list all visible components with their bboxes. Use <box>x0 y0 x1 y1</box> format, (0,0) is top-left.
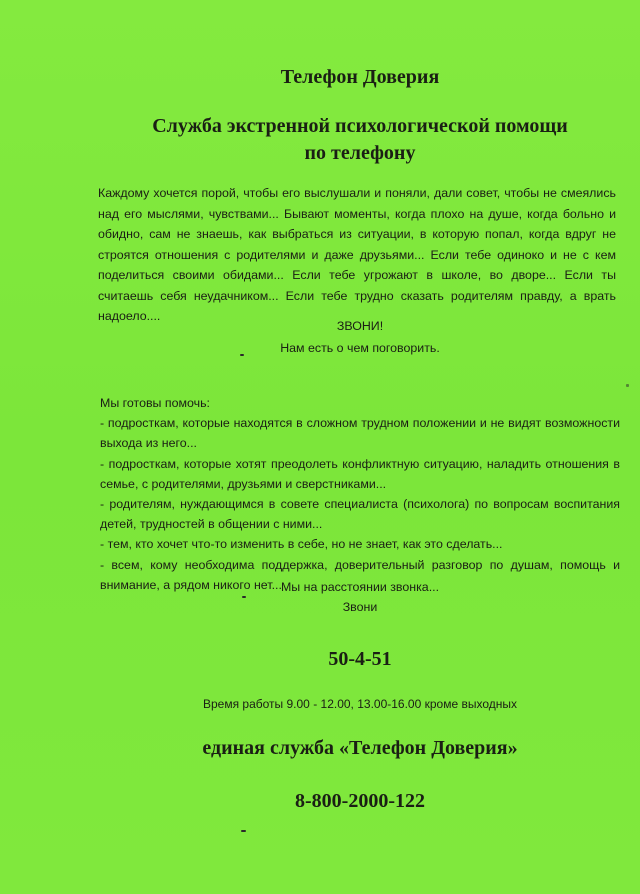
federal-phone-number: 8-800-2000-122 <box>295 790 425 812</box>
print-speck <box>240 354 244 356</box>
print-speck <box>626 384 629 387</box>
intro-paragraph: Каждому хочется порой, чтобы его выслушали и поняли, дали совет, чтобы не смеялись над его мыслями, чувствами... Бывают моменты, когда плохо на душе, когда больно и обидно, сам не знаешь, как выбраться из ситуации, в которую попал, когда вдруг не строятся отношения с родителями и даже друзьями... Если тебе одиноко и не с кем поделиться своими обидами... Если тебе угрожают в школе, во дворе... Если ты считаешь себя неудачником... Если тебе трудно сказать родителям правду, а врать надоело.... <box>98 186 616 323</box>
help-list-item: - подросткам, которые находятся в сложном трудном положении и не видят возможности выхода из него... <box>100 416 620 451</box>
local-phone-number: 50-4-51 <box>328 648 392 670</box>
help-list-item: - всем, кому необходима поддержка, доверительный разговор по душам, помощь и внимание, а рядом никого нет... <box>100 557 620 592</box>
call-caps-line: ЗВОНИ! <box>336 319 384 333</box>
flyer-subtitle <box>80 113 640 167</box>
call-plain-line: Звони <box>342 600 378 614</box>
help-list-heading: Мы готовы помочь: <box>100 396 210 410</box>
subtitle-line-1: Служба экстренной психологической помощи <box>152 115 568 137</box>
talk-line: Нам есть о чем поговорить. <box>280 341 440 355</box>
service-name: единая служба «Телефон Доверия» <box>202 737 518 759</box>
subtitle-line-2: по телефону <box>304 142 416 164</box>
flyer-title: Телефон Доверия <box>280 66 440 88</box>
help-list-item: - тем, кто хочет что-то изменить в себе, но не знает, как это сделать... <box>100 537 503 552</box>
reach-line: Мы на расстоянии звонка... <box>280 580 440 594</box>
help-list <box>100 393 620 595</box>
working-hours: Время работы 9.00 - 12.00, 13.00-16.00 кроме выходных <box>202 697 517 711</box>
print-speck <box>241 830 246 832</box>
help-list-item: - подросткам, которые хотят преодолеть конфликтную ситуацию, наладить отношения в семье, с родителями, друзьями и сверстниками... <box>100 456 620 491</box>
help-list-item: - родителям, нуждающимся в совете специалиста (психолога) по вопросам воспитания детей, трудностей в общении с ними... <box>100 497 620 532</box>
print-speck <box>242 596 246 598</box>
